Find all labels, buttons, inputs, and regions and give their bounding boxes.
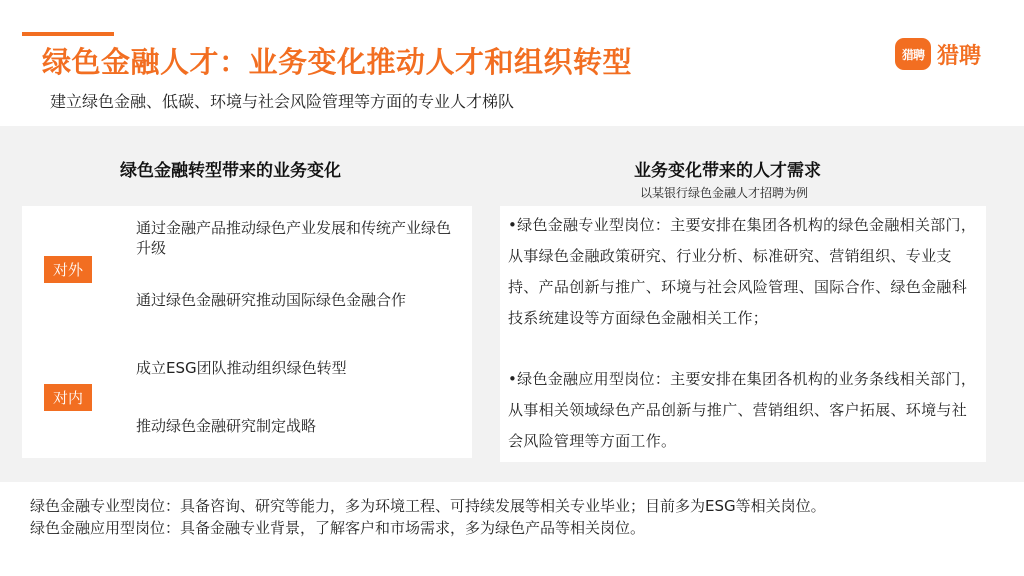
left-column-heading: 绿色金融转型带来的业务变化 xyxy=(120,161,341,181)
talent-demand-card xyxy=(500,206,986,462)
page-title: 绿色金融人才：业务变化推动人才和组织转型 xyxy=(42,45,633,79)
footer-note-professional: 绿色金融专业型岗位：具备咨询、研究等能力，多为环境工程、可持续发展等相关专业毕业；目前多为ESG等相关岗位。 xyxy=(30,497,826,515)
requirement-applied: •绿色金融应用型岗位：主要安排在集团各机构的业务条线相关部门，从事相关领域绿色产品创新与推广、营销组织、客户拓展、环境与社会风险管理等方面工作。 xyxy=(508,370,977,450)
title-accent-bar xyxy=(22,32,114,36)
tag-internal: 对内 xyxy=(44,384,92,411)
business-change-card xyxy=(22,206,472,458)
list-item: 成立ESG团队推动组织绿色转型 xyxy=(136,359,347,377)
list-item: 通过金融产品推动绿色产业发展和传统产业绿色升级 xyxy=(136,219,452,257)
logo-mark-icon: 猎聘 xyxy=(895,38,931,70)
liepin-logo xyxy=(895,37,981,71)
right-column-heading: 业务变化带来的人才需求 xyxy=(634,161,821,181)
list-item: 通过绿色金融研究推动国际绿色金融合作 xyxy=(136,291,407,309)
tag-external: 对外 xyxy=(44,256,92,283)
right-column-subheading: 以某银行绿色金融人才招聘为例 xyxy=(640,186,809,200)
requirement-professional: •绿色金融专业型岗位：主要安排在集团各机构的绿色金融相关部门，从事绿色金融政策研究、行业分析、标准研究、营销组织、专业支持、产品创新与推广、环境与社会风险管理、国际合作、绿色金融科技系统建设等方面绿色金融相关工作； xyxy=(508,216,977,327)
list-item: 推动绿色金融研究制定战略 xyxy=(136,417,317,435)
page-subtitle: 建立绿色金融、低碳、环境与社会风险管理等方面的专业人才梯队 xyxy=(50,92,515,111)
footer-note-applied: 绿色金融应用型岗位：具备金融专业背景，了解客户和市场需求，多为绿色产品等相关岗位。 xyxy=(30,519,646,537)
logo-text: 猎聘 xyxy=(937,43,982,69)
